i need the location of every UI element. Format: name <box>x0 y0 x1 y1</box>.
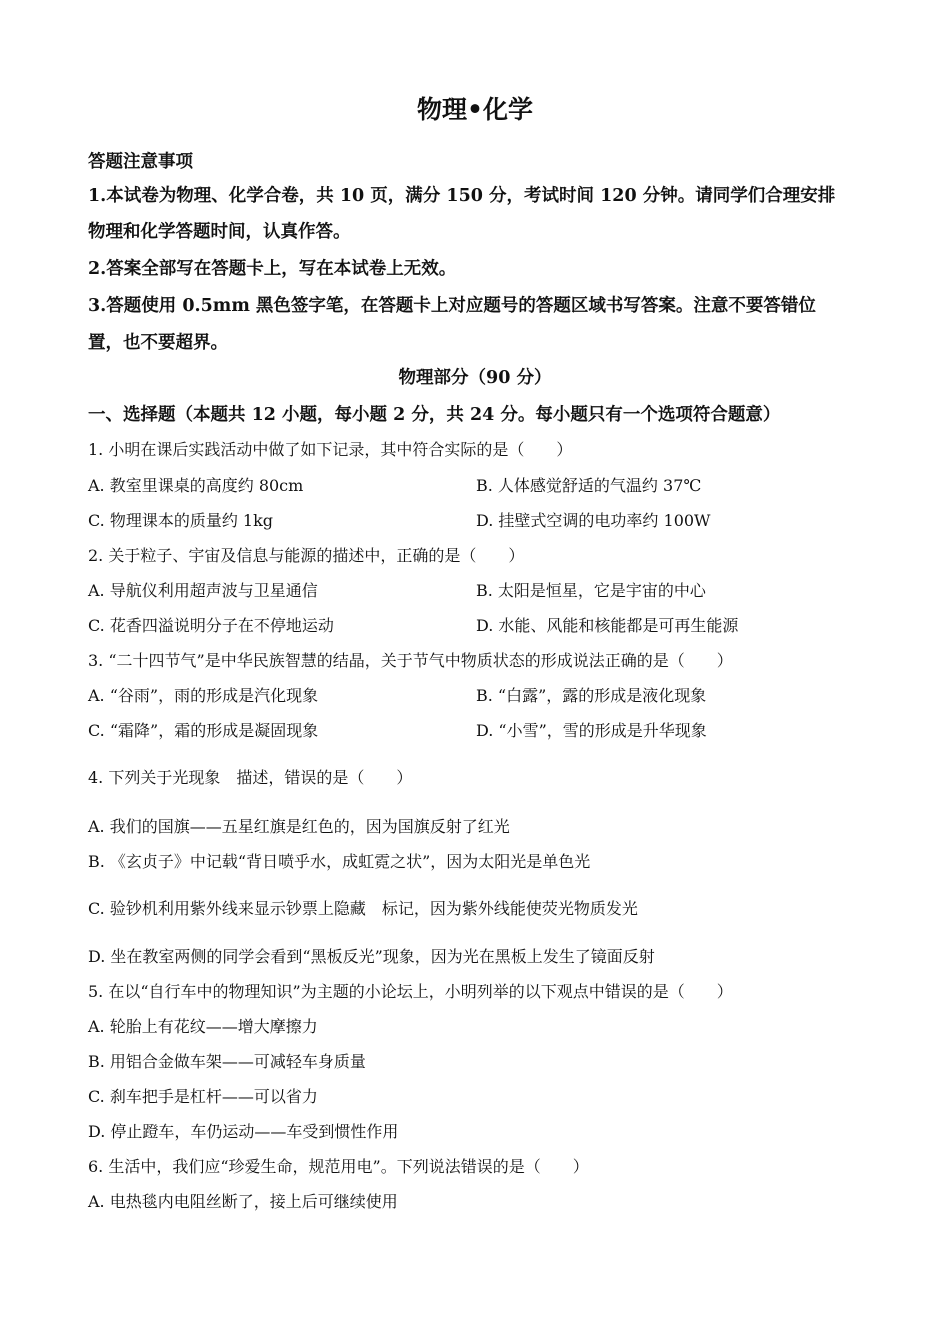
notice-heading: 答题注意事项 <box>88 152 193 172</box>
question-1-option-c: C. 物理课本的质量约 1kg <box>88 511 274 530</box>
question-5-option-c: C. 刹车把手是杠杆——可以省力 <box>88 1087 318 1106</box>
question-4-option-c: C. 验钞机利用紫外线来显示钞票上隐藏 标记，因为紫外线能使荧光物质发光 <box>88 899 638 918</box>
question-2-option-b: B. 太阳是恒星，它是宇宙的中心 <box>476 581 706 600</box>
question-3-option-b: B. “白露”，露的形成是液化现象 <box>476 686 707 705</box>
notice-line-2: 2.答案全部写在答题卡上，写在本试卷上无效。 <box>88 259 457 279</box>
page-title: 物理•化学 <box>417 95 533 124</box>
question-1-option-a: A. 教室里课桌的高度约 80cm <box>88 476 304 495</box>
notice-line-1b: 物理和化学答题时间，认真作答。 <box>88 222 351 242</box>
notice-line-1a: 1.本试卷为物理、化学合卷，共 10 页，满分 150 分，考试时间 120 分钟。请同学们合理安排 <box>88 186 836 206</box>
notice-line-3a: 3.答题使用 0.5mm 黑色签字笔，在答题卡上对应题号的答题区域书写答案。注意不要答错位 <box>88 296 816 316</box>
question-2-option-d: D. 水能、风能和核能都是可再生能源 <box>476 616 739 635</box>
question-4-option-a: A. 我们的国旗——五星红旗是红色的，因为国旗反射了红光 <box>88 817 510 836</box>
question-6-stem: 6. 生活中，我们应“珍爱生命，规范用电”。下列说法错误的是（ ） <box>88 1157 589 1176</box>
question-5-option-a: A. 轮胎上有花纹——增大摩擦力 <box>88 1017 318 1036</box>
part1-heading: 一、选择题（本题共 12 小题，每小题 2 分，共 24 分。每小题只有一个选项符合题意） <box>88 405 781 425</box>
question-1-option-d: D. 挂壁式空调的电功率约 100W <box>476 511 711 530</box>
question-5-stem: 5. 在以“自行车中的物理知识”为主题的小论坛上，小明列举的以下观点中错误的是（ ） <box>88 982 733 1001</box>
question-1-stem: 1. 小明在课后实践活动中做了如下记录，其中符合实际的是（ ） <box>88 440 573 459</box>
question-2-option-c: C. 花香四溢说明分子在不停地运动 <box>88 616 334 635</box>
question-1-option-b: B. 人体感觉舒适的气温约 37℃ <box>476 476 702 495</box>
question-2-stem: 2. 关于粒子、宇宙及信息与能源的描述中，正确的是（ ） <box>88 546 525 565</box>
question-3-stem: 3. “二十四节气”是中华民族智慧的结晶，关于节气中物质状态的形成说法正确的是（ ） <box>88 651 733 670</box>
section-title: 物理部分（90 分） <box>398 368 552 388</box>
question-4-option-b: B. 《玄贞子》中记载“背日喷乎水，成虹霓之状”，因为太阳光是单色光 <box>88 852 591 871</box>
question-5-option-d: D. 停止蹬车，车仍运动——车受到惯性作用 <box>88 1122 399 1141</box>
question-4-stem: 4. 下列关于光现象 描述，错误的是（ ） <box>88 768 413 787</box>
question-3-option-c: C. “霜降”，霜的形成是凝固现象 <box>88 721 319 740</box>
question-2-option-a: A. 导航仪利用超声波与卫星通信 <box>88 581 318 600</box>
question-3-option-d: D. “小雪”，雪的形成是升华现象 <box>476 721 707 740</box>
question-6-option-a: A. 电热毯内电阻丝断了，接上后可继续使用 <box>88 1192 398 1211</box>
notice-line-3b: 置，也不要超界。 <box>88 333 228 353</box>
question-5-option-b: B. 用铝合金做车架——可减轻车身质量 <box>88 1052 366 1071</box>
question-3-option-a: A. “谷雨”，雨的形成是汽化现象 <box>88 686 319 705</box>
question-4-option-d: D. 坐在教室两侧的同学会看到“黑板反光”现象，因为光在黑板上发生了镜面反射 <box>88 947 655 966</box>
